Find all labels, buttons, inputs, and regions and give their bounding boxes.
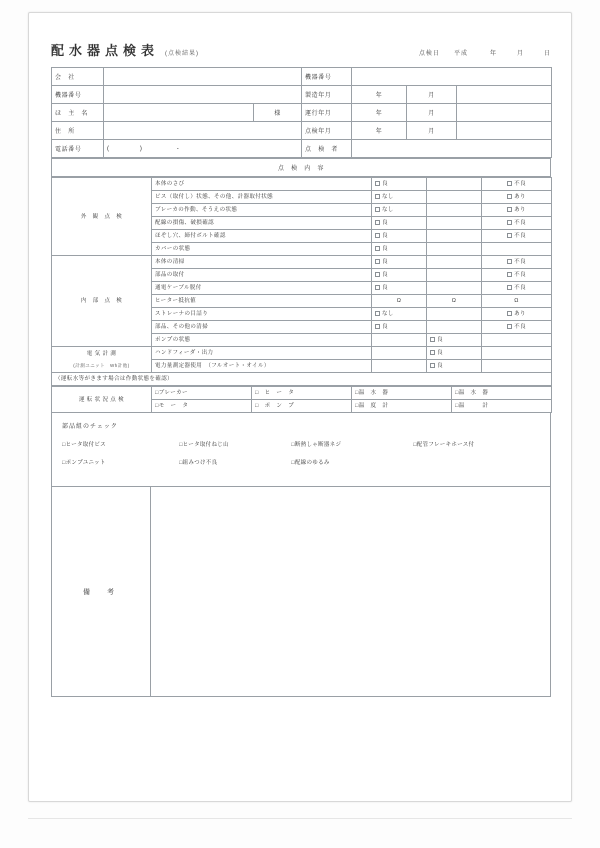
checkbox-icon[interactable] (375, 272, 380, 277)
result-option[interactable] (372, 256, 427, 269)
checkbox-icon[interactable] (430, 337, 435, 342)
checkbox-icon[interactable] (375, 220, 380, 225)
operation-option[interactable]: □温 計 (452, 400, 552, 413)
operation-label: 運 転 状 況 点 検 (52, 387, 152, 413)
group-exterior-label: 外 観 点 検 (52, 178, 152, 256)
table-row (52, 86, 552, 104)
label-owner-name: ほ 主 名 (52, 104, 104, 122)
table-row (52, 373, 552, 386)
parts-check-row (62, 440, 540, 448)
option-label: 良 (382, 324, 388, 330)
result-option-alt[interactable] (482, 191, 552, 204)
operation-option[interactable]: □温 水 器 (352, 387, 452, 400)
result-option-alt[interactable] (482, 308, 552, 321)
value-company[interactable] (104, 68, 302, 86)
option-label: 良 (382, 246, 388, 252)
option-label: あり (514, 311, 526, 317)
item-label: 本体の清掃 (152, 256, 372, 269)
value-inspector[interactable] (352, 140, 552, 158)
operation-option[interactable]: □ ポ ン プ (252, 400, 352, 413)
result-blank[interactable] (372, 347, 427, 360)
checkbox-icon[interactable] (507, 324, 512, 329)
checkbox-icon[interactable] (375, 311, 380, 316)
operation-option[interactable]: □ブレーカー (152, 387, 252, 400)
parts-check-item[interactable]: □ヒータ取付ビス (62, 442, 107, 448)
option-label: 不良 (514, 272, 526, 278)
parts-check-item[interactable]: □組みつけ不良 (179, 460, 218, 466)
option-label: 不良 (514, 220, 526, 226)
group-electrical-sub: (計測ユニット Wh計他) (73, 362, 130, 368)
option-label: 不良 (514, 181, 526, 187)
operation-option[interactable]: □温 水 器 (452, 387, 552, 400)
parts-check-row (62, 458, 540, 466)
phone-dash: - (176, 145, 180, 152)
value-address[interactable] (104, 122, 302, 140)
checkbox-icon[interactable] (507, 285, 512, 290)
table-row (52, 347, 552, 360)
resistance-value-2[interactable]: Ω (427, 295, 482, 308)
label-operation-date: 運行年月 (302, 104, 352, 122)
checkbox-icon[interactable] (375, 181, 380, 186)
result-blank-alt[interactable] (482, 360, 552, 373)
result-blank[interactable] (427, 282, 482, 295)
result-blank[interactable] (372, 334, 427, 347)
phone-paren-open: ( (107, 145, 110, 152)
item-label: ヒーター抵抗値 (152, 295, 372, 308)
option-label: 良 (382, 272, 388, 278)
result-option[interactable] (372, 282, 427, 295)
checkbox-icon[interactable] (375, 246, 380, 251)
value-machine-no[interactable] (104, 86, 302, 104)
result-blank[interactable] (427, 230, 482, 243)
result-blank[interactable] (427, 178, 482, 191)
label-manufacture-date: 製造年月 (302, 86, 352, 104)
item-label: ビス（取付し）状態、その他、計器取付状態 (152, 191, 372, 204)
result-blank[interactable] (427, 256, 482, 269)
result-option-alt[interactable] (482, 256, 552, 269)
table-row (52, 159, 551, 177)
result-blank[interactable] (427, 204, 482, 217)
result-option[interactable] (372, 269, 427, 282)
result-blank[interactable] (372, 360, 427, 373)
result-blank-alt[interactable] (482, 334, 552, 347)
result-option[interactable] (372, 217, 427, 230)
value-operation-year[interactable]: 年 (352, 104, 407, 122)
value-manufacture-month[interactable]: 月 (407, 86, 457, 104)
resistance-value-1[interactable]: Ω (372, 295, 427, 308)
label-address: 住 所 (52, 122, 104, 140)
item-label: 通電ケーブル脱付 (152, 282, 372, 295)
table-row (52, 178, 552, 191)
result-blank[interactable] (427, 269, 482, 282)
group-electrical-label (52, 347, 152, 373)
item-label: ほぞし穴、締付ボルト確認 (152, 230, 372, 243)
day-unit: 日 (543, 51, 551, 57)
result-blank[interactable] (427, 191, 482, 204)
checkbox-icon[interactable] (375, 194, 380, 199)
option-label: 不良 (514, 259, 526, 265)
result-blank[interactable] (427, 243, 482, 256)
option-label: なし (382, 207, 394, 213)
operation-status-table (51, 386, 552, 413)
value-inspect-extra[interactable] (457, 122, 552, 140)
value-device-no[interactable] (352, 68, 552, 86)
option-label: なし (382, 311, 394, 317)
label-inspector: 点 検 者 (302, 140, 352, 158)
memo-area[interactable] (151, 487, 550, 696)
checkbox-icon[interactable] (430, 350, 435, 355)
result-option[interactable] (372, 204, 427, 217)
result-blank-alt[interactable] (482, 347, 552, 360)
value-owner-name[interactable] (104, 104, 254, 122)
option-label: 良 (437, 363, 443, 369)
option-label: 良 (382, 233, 388, 239)
owner-info-table (51, 67, 552, 158)
value-phone[interactable] (104, 140, 302, 158)
checkbox-icon[interactable] (507, 194, 512, 199)
page-subtitle: (点検結果) (165, 51, 200, 57)
item-label: 部品の取付 (152, 269, 372, 282)
result-option[interactable] (372, 321, 427, 334)
memo-block (51, 487, 551, 697)
value-operation-extra[interactable] (457, 104, 552, 122)
label-phone: 電話番号 (52, 140, 104, 158)
parts-check-item[interactable]: □ヒータ取付ねじ山 (179, 442, 229, 448)
operation-option[interactable]: □温 度 計 (352, 400, 452, 413)
item-label: ストレーナの目詰り (152, 308, 372, 321)
checkbox-icon[interactable] (375, 233, 380, 238)
value-manufacture-year[interactable]: 年 (352, 86, 407, 104)
title-row (51, 33, 551, 59)
form-sheet (28, 12, 572, 802)
owner-name-suffix: 様 (254, 104, 302, 122)
group-internal-label: 内 部 点 検 (52, 256, 152, 347)
checkbox-icon[interactable] (375, 259, 380, 264)
option-label: 良 (382, 181, 388, 187)
option-label: 良 (382, 220, 388, 226)
month-unit: 月 (516, 51, 524, 57)
checkbox-icon[interactable] (507, 220, 512, 225)
value-manufacture-extra[interactable] (457, 86, 552, 104)
table-row (52, 140, 552, 158)
item-label: 部品、その他の清掃 (152, 321, 372, 334)
result-blank[interactable] (427, 308, 482, 321)
result-option-alt[interactable] (482, 217, 552, 230)
label-inspect-date: 点検年月 (302, 122, 352, 140)
value-inspect-month[interactable]: 月 (407, 122, 457, 140)
option-label: 良 (437, 337, 443, 343)
year-unit: 年 (489, 51, 497, 57)
option-label: あり (514, 194, 526, 200)
checkbox-icon[interactable] (375, 207, 380, 212)
result-blank[interactable] (427, 321, 482, 334)
item-label: ポンプの状態 (152, 334, 372, 347)
result-option-alt[interactable] (482, 204, 552, 217)
result-option-alt[interactable] (482, 321, 552, 334)
value-operation-month[interactable]: 月 (407, 104, 457, 122)
item-label: 配線の損傷、破損確認 (152, 217, 372, 230)
table-row (52, 122, 552, 140)
item-label: 電力量測定器使用 （フルオート・オイル） (152, 360, 372, 373)
option-label: 良 (382, 259, 388, 265)
parts-check-item[interactable]: □ポンプユニット (62, 460, 106, 466)
option-label: 良 (437, 350, 443, 356)
parts-check-item[interactable]: □配管フレーキホース付 (413, 442, 475, 448)
group-electrical-title: 電 気 計 測 (86, 350, 117, 357)
phone-paren-close: ) (139, 145, 143, 152)
parts-check-item[interactable]: □断熱しゃ断器ネジ (291, 442, 342, 448)
operation-option[interactable]: □モ ー タ (152, 400, 252, 413)
label-machine-no: 機器番号 (52, 86, 104, 104)
checkbox-icon[interactable] (507, 233, 512, 238)
result-blank[interactable] (427, 217, 482, 230)
result-option[interactable] (372, 243, 427, 256)
parts-check-title: 部品組のチェック (62, 424, 118, 430)
checkbox-icon[interactable] (507, 272, 512, 277)
checkbox-icon[interactable] (507, 259, 512, 264)
checkbox-icon[interactable] (375, 285, 380, 290)
page-title: 配水器点検表 (51, 43, 160, 58)
parts-check-block (51, 413, 551, 487)
operation-option[interactable]: □ ヒ ー タ (252, 387, 352, 400)
option-label: なし (382, 194, 394, 200)
section-header-table (51, 158, 551, 177)
option-label: 良 (382, 285, 388, 291)
result-option[interactable] (372, 191, 427, 204)
table-row (52, 387, 552, 400)
memo-label: 備 考 (52, 487, 151, 696)
result-option[interactable] (427, 347, 482, 360)
item-label: カバーの状態 (152, 243, 372, 256)
item-label: ブレーカの作動、そうえの状態 (152, 204, 372, 217)
label-device-no: 機器番号 (302, 68, 352, 86)
note-row: （運転水等がきます場合は作動状態を確認） (52, 373, 552, 386)
option-label: 不良 (514, 324, 526, 330)
parts-check-item[interactable]: □配線のゆるみ (291, 460, 330, 466)
result-option[interactable] (372, 178, 427, 191)
value-inspect-year[interactable]: 年 (352, 122, 407, 140)
option-label: 不良 (514, 233, 526, 239)
inspection-table (51, 177, 552, 386)
checkbox-icon[interactable] (507, 181, 512, 186)
table-row (52, 256, 552, 269)
era-label: 平成 (453, 51, 468, 57)
form-content (51, 33, 551, 697)
resistance-value-3[interactable]: Ω (482, 295, 552, 308)
result-option-alt[interactable] (482, 230, 552, 243)
inspection-date-block (419, 48, 551, 57)
checkbox-icon[interactable] (375, 324, 380, 329)
result-option-alt[interactable] (482, 178, 552, 191)
result-option[interactable] (427, 334, 482, 347)
inspection-date-label: 点検日 (418, 51, 440, 57)
option-label: あり (514, 207, 526, 213)
result-blank-alt[interactable] (482, 243, 552, 256)
result-option-alt[interactable] (482, 282, 552, 295)
table-row (52, 68, 552, 86)
label-company: 会 社 (52, 68, 104, 86)
page-footer-divider (28, 818, 572, 819)
result-option[interactable] (427, 360, 482, 373)
checkbox-icon[interactable] (507, 207, 512, 212)
result-option-alt[interactable] (482, 269, 552, 282)
item-label: 本体のさび (152, 178, 372, 191)
parts-check-item-empty (413, 458, 540, 466)
item-label: ハンドフィーダ・出力 (152, 347, 372, 360)
section-header: 点 検 内 容 (52, 159, 551, 177)
checkbox-icon[interactable] (430, 363, 435, 368)
result-option[interactable] (372, 230, 427, 243)
checkbox-icon[interactable] (507, 311, 512, 316)
table-row (52, 104, 552, 122)
option-label: 不良 (514, 285, 526, 291)
result-option[interactable] (372, 308, 427, 321)
